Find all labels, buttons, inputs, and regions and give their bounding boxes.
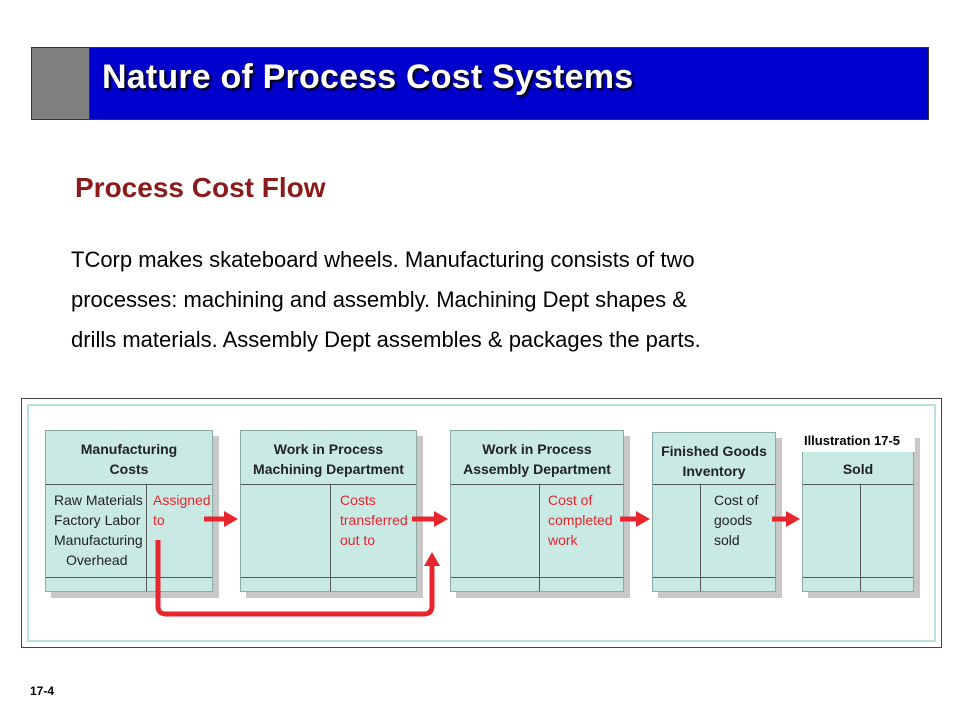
arrowhead-icon bbox=[434, 511, 448, 527]
section-heading: Process Cost Flow bbox=[75, 172, 326, 203]
arrowhead-icon bbox=[224, 511, 238, 527]
arrowhead-icon bbox=[636, 511, 650, 527]
account-title-line: Finished Goods bbox=[661, 443, 767, 459]
credit-line: out to bbox=[340, 532, 376, 548]
debit-line: Overhead bbox=[66, 552, 128, 568]
account-title-line: Manufacturing bbox=[80, 441, 178, 457]
account-title-line: Sold bbox=[842, 461, 874, 477]
credit-line: transferred bbox=[340, 512, 408, 528]
slide-title: Nature of Process Cost Systems bbox=[102, 58, 634, 96]
arrowhead-icon bbox=[424, 552, 440, 566]
debit-line: Manufacturing bbox=[54, 532, 143, 548]
account-title-line: Work in Process bbox=[273, 441, 384, 457]
account-title-line: Inventory bbox=[682, 463, 746, 479]
body-line: processes: machining and assembly. Machining Dept shapes & bbox=[71, 287, 687, 312]
body-line: drills materials. Assembly Dept assembles & packages the parts. bbox=[71, 327, 701, 352]
credit-line: Costs bbox=[340, 492, 376, 508]
arrowhead-icon bbox=[786, 511, 800, 527]
account-title-line: Work in Process bbox=[482, 441, 592, 457]
credit-line: Assigned bbox=[153, 492, 211, 508]
credit-line: completed bbox=[548, 512, 613, 528]
slide-number: 17-4 bbox=[30, 684, 55, 698]
illustration-label: Illustration 17-5 bbox=[789, 430, 915, 452]
debit-line: Factory Labor bbox=[54, 512, 141, 528]
debit-line: Raw Materials bbox=[54, 492, 143, 508]
credit-line: sold bbox=[714, 532, 740, 548]
credit-line: Cost of bbox=[548, 492, 593, 508]
account-title-line: Costs bbox=[109, 461, 149, 477]
account-title-line: Machining Department bbox=[253, 461, 404, 477]
credit-line: to bbox=[153, 512, 165, 528]
arrow-loop-to-assembly-path bbox=[158, 540, 432, 614]
body-line: TCorp makes skateboard wheels. Manufacturing consists of two bbox=[71, 247, 695, 272]
credit-line: work bbox=[548, 532, 578, 548]
credit-line: goods bbox=[714, 512, 753, 528]
credit-line: Cost of bbox=[714, 492, 759, 508]
account-title-line: Assembly Department bbox=[463, 461, 611, 477]
